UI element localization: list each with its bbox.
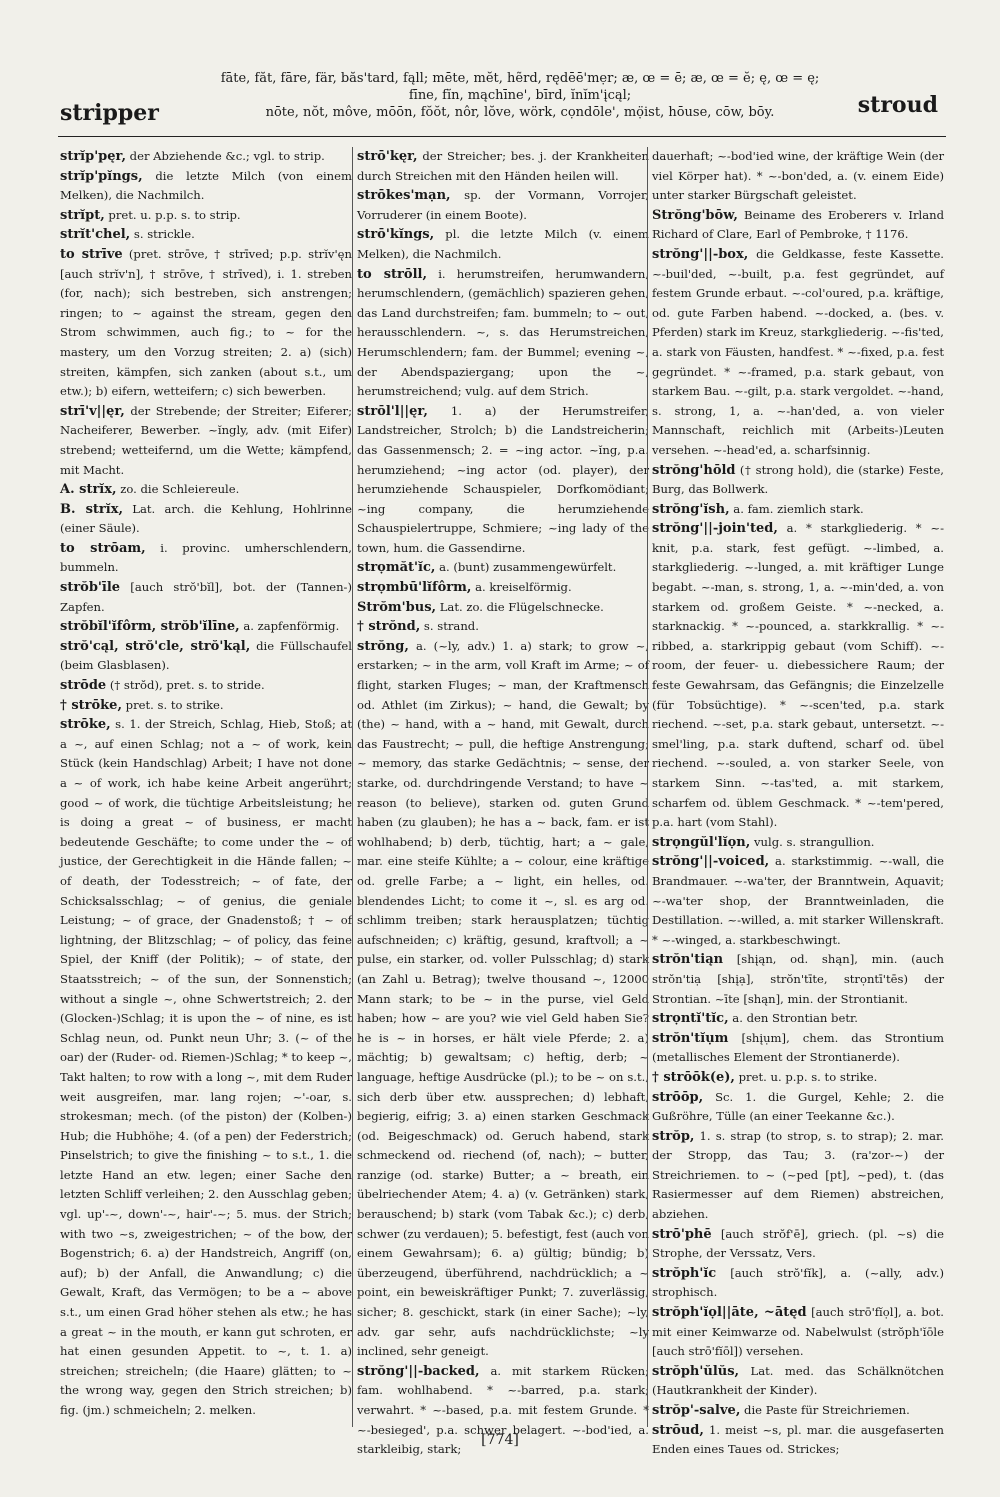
dictionary-entry (60, 676, 352, 696)
entry-definition: s. strand. (420, 619, 479, 634)
entry-headword: strō'kęr, (357, 149, 418, 164)
dictionary-entry (60, 539, 352, 578)
dictionary-entry (652, 950, 944, 1009)
entry-definition: Beiname des Eroberers v. Irland Richard of Clare, Earl of Pembroke, † 1176. (652, 207, 944, 242)
entry-headword: strĭpt, (60, 207, 105, 223)
dictionary-entry (652, 852, 944, 950)
entry-definition: Lat. zo. die Flügelschnecke. (436, 599, 604, 614)
entry-definition: sp. der Vormann, Vorrojer, Vorruderer (in einem Boote). (357, 188, 649, 222)
entry-headword: strọngŭl'lĭọn, (652, 834, 751, 850)
entry-definition: a. starkstimmig. ~-wall, die Brandmauer. ~-wa'ter, der Branntwein, Aquavit; ~-wa'ter shop, der Branntweinladen, die Destillation. ~-willed, a. mit starker Willenskraft. * ~-winged, a. starkbeschwingt. (652, 854, 944, 947)
entry-headword: to strōll, (357, 266, 427, 282)
dictionary-entry (357, 225, 649, 264)
entry-definition: 1. a) der Herumstreifer, Landstreicher, Strolch; b) die Landstreicherin; das Gassenmensch; 2. = ~ing actor. ~ĭng, p.a. herumziehend; ~ing actor (od. player), der herumziehende Schauspieler, Dorfkomödiant; ~ing company, die herumziehende Schauspielertruppe, Schmiere; ~ing lady of the town, hum. die Gassendirne. (357, 403, 649, 555)
entry-definition: die Füllschaufel (beim Glasblasen). (60, 638, 352, 673)
right-guide-word: stroud (857, 92, 938, 118)
entry-headword: strŏng'||-box, (652, 246, 749, 262)
dictionary-entry (652, 461, 944, 500)
entry-definition: [shįąn, od. shąn], min. (auch strŏn'tiạ [shįạ], strŏn'tīte, strọntī'tēs) der Strontian. ~īte [shąn], min. der Strontianit. (652, 952, 944, 1006)
entry-headword: strŏp'-salve, (652, 1403, 741, 1418)
entry-definition: vulg. s. strangullion. (750, 834, 875, 849)
entry-headword: strŏng'ĭsh, (652, 501, 730, 517)
dictionary-entry (652, 1264, 944, 1303)
pronunciation-key-line: nōte, nŏt, môve, mōōn, fŏŏt, nôr, lŏve, wörk, cọndōle', mọ̈ist, hōuse, cōw, bōy. (265, 105, 775, 120)
entry-definition: [auch strŏf'ē], griech. (pl. ~s) die Strophe, der Verssatz, Vers. (652, 1226, 944, 1261)
entry-headword: strōl'l||ęr, (357, 403, 428, 419)
entry-headword: strŏn'tĭụm (652, 1030, 729, 1046)
entry-headword: strŏng'||-join'ted, (652, 521, 778, 537)
entry-headword: strŏph'ĭc (652, 1265, 717, 1281)
entry-definition: der Streicher; bes. j. der Krankheiten durch Streichen mit den Händen heilen will. (357, 149, 649, 183)
dictionary-entry (357, 186, 649, 225)
dictionary-entry (60, 167, 352, 206)
entry-headword: strŏn'tiąn (652, 952, 724, 968)
entry-definition: a. den Strontian betr. (728, 1011, 858, 1026)
dictionary-entry (652, 1225, 944, 1264)
dictionary-entry (652, 1401, 944, 1421)
dictionary-entry (652, 1303, 944, 1362)
entry-definition: 1. s. strap (to strop, s. to strap); 2. mar. der Stropp, das Tau; 3. (ra'zor-~) der Streichriemen. to ~ (~ped [pt], ~ped), t. (das Rasiermesser auf dem Riemen) abstreichen, abziehen. (652, 1128, 944, 1222)
entry-headword: strŏng, (357, 638, 409, 654)
page-header (50, 70, 950, 130)
dictionary-entry (357, 617, 649, 637)
entry-headword: strŏb'īle (60, 580, 121, 596)
entry-headword: strōke, (60, 717, 111, 733)
entry-headword: strī'v||ęr, (60, 403, 125, 419)
entry-definition: [auch strŏ'fĭk], a. (~ally, adv.) strophisch. (652, 1265, 944, 1300)
entry-headword: strōde (60, 678, 107, 694)
entry-headword: strŏ'cąl, strŏ'cle, strŏ'kąl, (60, 638, 251, 654)
entry-definition: i. herumstreifen, herumwandern, herumschlendern, (gemächlich) spazieren gehen, das Land durchstreifen; fam. bummeln; to ~ out, herausschlendern. ~, s. das Herumstreichen, Herumschlendern; fam. der Bummel; evening ~, der Abendspaziergang; upon the ~, herumstreichend; vulg. auf dem Strich. (357, 266, 649, 399)
left-guide-word: stripper (60, 100, 159, 126)
dictionary-entry (60, 225, 352, 245)
entry-headword: † strŏnd, (357, 619, 421, 635)
dictionary-entry (652, 206, 944, 245)
entry-headword: strŏng'||-backed, (357, 1363, 480, 1379)
entry-definition: die Paste für Streichriemen. (740, 1403, 910, 1417)
entry-headword: strŏp, (652, 1128, 695, 1144)
entry-definition: der Strebende; der Streiter; Eiferer; Nacheiferer, Bewerber. ~ĭngly, adv. (mit Eifer) strebend; wetteifernd, um die Wette; kämpfend, mit Macht. (60, 403, 352, 477)
entry-definition: († strong hold), die (starke) Feste, Burg, das Bollwerk. (652, 462, 944, 497)
entry-definition: die Geldkasse, feste Kassette. ~-buil'ded, ~-built, p.a. fest gegründet, auf festem Grunde erbaut. ~-col'oured, p.a. kräftige, od. gute Farben habend. ~-docked, a. (bes. v. Pferden) stark im Kreuz, starkgliederig. ~-fis'ted, a. stark von Fäusten, handfest. * ~-fixed, p.a. fest gegründet. * ~-framed, p.a. stark gebaut, von starkem Bau. ~-gilt, p.a. stark vergoldet. ~-hand, s. strong, 1, a. ~-han'ded, a. von vieler Mannschaft, reichlich mit (Arbeits-)Leuten versehen. ~-head'ed, a. scharfsinnig. (652, 246, 944, 457)
entry-headword: strĭt'chel, (60, 227, 131, 243)
dictionary-entry (652, 500, 944, 520)
column-3 (652, 147, 944, 1457)
entry-definition: a. mit starkem Rücken; fam. wohlhabend. * ~-barred, p.a. stark; verwahrt. * ~-based, p.a. mit festem Grunde. * ~-besieged', p.a. schwer belagert. ~-bod'ied, a. starkleibig, stark; (357, 1363, 649, 1457)
dictionary-entry (357, 578, 649, 598)
dictionary-entry (60, 206, 352, 226)
entry-headword: † strōke, (60, 697, 122, 713)
entry-headword: strŏph'ĭọl||āte, ~ātęd (652, 1305, 807, 1321)
dictionary-entry (60, 715, 352, 1420)
entry-headword: to strīve (60, 246, 123, 262)
entry-headword: strŏbĭl'ĭfôrm, strŏb'ĭlīne, (60, 619, 240, 635)
entry-headword: strōōp, (652, 1089, 704, 1105)
entry-headword: strō'kĭngs, (357, 227, 435, 243)
dictionary-entry (60, 637, 352, 676)
dictionary-entry (60, 402, 352, 480)
pronunciation-key-line: fāte, făt, fāre, fär, băs'tard, fąll; mēte, mĕt, hẽrd, rędēē'mẹr; æ, œ = ē; æ, œ = ĕ; ę, œ = ę; (220, 71, 820, 86)
dictionary-entry (652, 147, 944, 206)
page-number: [774] (481, 1432, 519, 1448)
entry-definition: pret. u. p.p. s. to strike. (734, 1069, 878, 1084)
column-divider (647, 147, 648, 1427)
entry-definition: a. fam. ziemlich stark. (729, 501, 864, 516)
dictionary-entry (652, 1362, 944, 1401)
entry-definition: († strŏd), pret. s. to stride. (106, 678, 265, 693)
entry-definition: pret. u. p.p. s. to strip. (104, 207, 241, 222)
entry-headword: strŏph'ŭlŭs, (652, 1363, 740, 1379)
column-1 (60, 147, 352, 1429)
entry-headword: strōkes'mạn, (357, 188, 451, 204)
dictionary-entry (60, 245, 352, 402)
entry-definition: a. (bunt) zusammengewürfelt. (435, 560, 617, 575)
entry-definition: Lat. arch. die Kehlung, Hohlrinne (einer Säule). (60, 501, 352, 536)
dictionary-entry (60, 500, 352, 539)
entry-headword: Strŏm'bus, (357, 599, 437, 615)
header-rule (58, 136, 946, 137)
entry-definition: Sc. 1. die Gurgel, Kehle; 2. die Gußröhre, Tülle (an einer Teekanne &c.). (652, 1089, 944, 1124)
entry-definition: s. strickle. (130, 227, 195, 242)
dictionary-entry (652, 1068, 944, 1088)
dictionary-entry (652, 519, 944, 833)
entry-definition: Lat. med. das Schälknötchen (Hautkrankheit der Kinder). (652, 1363, 944, 1398)
entry-definition: a. (~ly, adv.) 1. a) stark; to grow ~, erstarken; ~ in the arm, voll Kraft im Arme; ~ of flight, starken Fluges; ~ man, der Kraftmensch od. Athlet (im Zirkus); ~ hand, die Gewalt; by (the) ~ hand, with a ~ hand, mit Gewalt, durch das Faustrecht; ~ pull, die heftige Anstrengung; ~ memory, das starke Gedächtnis; ~ sense, der starke, od. durchdringende Verstand; to have ~ reason (to believe), starken od. guten Grund haben (zu glauben); he has a ~ back, fam. er ist wohlhabend; b) derb, tüchtig, hart; a ~ gale, mar. eine steife Kühlte; a ~ colour, eine kräftige od. grelle Farbe; a ~ light, ein helles, od. blendendes Licht; to come it ~, sl. es arg od. schlimm treiben; stark herausplatzen; tüchtig aufschneiden; c) kräftig, gesund, kraftvoll; a ~ pulse, ein starker, od. voller Pulsschlag; d) stark (an Zahl u. Betrag); twelve thousand ~, 12000 Mann stark; to be ~ in the purse, viel Geld haben; how ~ are you? wie viel Geld haben Sie? he is ~ in horses, er hält viele Pferde; 2. a) mächtig; b) gewaltsam; c) heftig, derb; ~ language, heftige Ausdrücke (pl.); to be ~ on s.t., sich derb über etw. aussprechen; d) lebhaft, begierig, eifrig; 3. a) einen starken Geschmack (od. Beigeschmack) od. Geruch habend, stark schmeckend od. riechend (of, nach); ~ butter, ranzige (od. starke) Butter; a ~ breath, ein übelriechender Atem; 4. a) (v. Getränken) stark, berauschend; b) stark (vom Tabak &c.); c) derb, schwer (zu verdauen); 5. befestigt, fest (auch von einem Gewahrsam); 6. a) gültig; bündig; b) überzeugend, überführend, nachdrücklich; a ~ point, ein beweiskräftiger Punkt; 7. zuverlässig, sicher; 8. geschickt, stark (in einer Sache); ~ly, adv. gar sehr, aufs nachdrücklichste; ~ly inclined, sehr geneigt. (357, 638, 649, 1359)
dictionary-entry (652, 1127, 944, 1225)
dictionary-entry (652, 1029, 944, 1068)
entry-headword: B. strĭx, (60, 501, 123, 517)
dictionary-entry (652, 833, 944, 853)
entry-headword: strōud, (652, 1422, 704, 1438)
dictionary-entry (357, 637, 649, 1362)
dictionary-entry (357, 558, 649, 578)
entry-headword: to strōam, (60, 540, 146, 556)
entry-headword: † strōōk(e), (652, 1069, 735, 1085)
entry-definition: die letzte Milch (von einem Melken), die Nachmilch. (60, 168, 352, 203)
entry-definition: 1. meist ~s, pl. mar. die ausgefaserten Enden eines Taues od. Strickes; (652, 1422, 944, 1457)
dictionary-entry (652, 1088, 944, 1127)
entry-definition: a. kreiselförmig. (471, 580, 572, 595)
dictionary-entry (652, 1009, 944, 1029)
dictionary-entry (60, 578, 352, 617)
dictionary-entry (60, 696, 352, 716)
entry-definition: zo. die Schleiereule. (116, 482, 240, 497)
entry-definition: a. zapfenförmig. (239, 619, 340, 634)
entry-definition: a. * starkgliederig. * ~-knit, p.a. stark, fest gefügt. ~-limbed, a. starkgliederig. ~-lunged, a. mit kräftiger Lunge begabt. ~-man, s. strong, 1, a. ~-min'ded, a. von starkem od. großem Geiste. * ~-necked, a. starknackig. * ~-pounced, a. starkkrallig. * ~-ribbed, a. starkrippig gebaut (vom Schiff). ~-room, der feuer- u. diebessichere Raum; der feste Gewahrsam, das Gefängnis; die Einzelzelle (für Tobsüchtige). * ~-scen'ted, p.a. stark riechend. ~-set, p.a. stark gebaut, untersetzt. ~-smel'ling, p.a. stark duftend, scharf od. übel riechend. ~-souled, a. von starker Seele, von starkem Sinn. ~-tas'ted, a. mit starkem, scharfem od. üblem Geschmack. * ~-tem'pered, p.a. hart (vom Stahl). (652, 521, 944, 830)
entry-headword: strŏng'hōld (652, 462, 736, 478)
dictionary-entry (60, 147, 352, 167)
entry-headword: strọntĭ'tĭc, (652, 1011, 729, 1027)
pronunciation-key-line: fīne, fĭn, mąchīne', bīrd, ĭnĭm'įcąl; (408, 88, 632, 103)
entry-headword: strĭp'pęr, (60, 149, 126, 164)
dictionary-entry (60, 617, 352, 637)
entry-headword: strọmbū'lĭfôrm, (357, 580, 472, 596)
pronunciation-key (210, 70, 830, 121)
entry-definition: [auch strō'fĭọl], a. bot. mit einer Keimwarze od. Nabelwulst (strŏph'ĭōle [auch strō'fĭōl]) versehen. (652, 1305, 944, 1359)
entry-definition: [shįụm], chem. das Strontium (metallisches Element der Strontianerde). (652, 1030, 944, 1065)
entry-definition: der Abziehende &c.; vgl. to strip. (125, 149, 325, 163)
entry-headword: strĭp'pĭngs, (60, 168, 143, 184)
column-divider (352, 147, 353, 1427)
dictionary-entry (357, 265, 649, 402)
dictionary-entry (357, 598, 649, 618)
dictionary-entry (357, 402, 649, 559)
entry-headword: strō'phē (652, 1226, 712, 1242)
entry-headword: A. strĭx, (60, 482, 117, 498)
entry-definition: pret. s. to strike. (121, 697, 224, 712)
entry-headword: strŏng'||-voiced, (652, 854, 770, 870)
entry-definition: pl. die letzte Milch (v. einem Melken), die Nachmilch. (357, 227, 649, 261)
dictionary-entry (60, 480, 352, 500)
entry-definition: [auch strŏ'bĭl], bot. der (Tannen-) Zapfen. (60, 580, 352, 614)
entry-definition: dauerhaft; ~-bod'ied wine, der kräftige Wein (der viel Körper hat). * ~-bon'ded, a. (v. einem Eide) unter starker Bürgschaft geleistet. (652, 149, 944, 203)
entry-headword: strọmăt'ĭc, (357, 560, 436, 576)
dictionary-entry (357, 147, 649, 186)
entry-definition: i. provinc. umherschlendern, bummeln. (60, 540, 352, 575)
entry-definition: (pret. strōve, † strīved; p.p. strĭv'ęn [auch strĭv'n], † strōve, † strīved), i. 1. streben (for, nach); sich bestreben, sich anstrengen; ringen; to ~ against the stream, gegen den Strom schwimmen, auch fig.; to ~ for the mastery, um den Vorzug streiten; 2. a) (sich) streiten, kämpfen, sich zanken (about s.t., um etw.); b) eifern, wetteifern; c) sich bewerben. (60, 246, 352, 399)
entry-headword: Strŏng'bōw, (652, 207, 738, 223)
entry-definition: s. 1. der Streich, Schlag, Hieb, Stoß; at a ~, auf einen Schlag; not a ~ of work, kein Stück (kein Handschlag) Arbeit; I have not done a ~ of work, ich habe keine Arbeit angerührt; good ~ of work, die tüchtige Arbeitsleistung; he is doing a great ~ of business, er macht bedeutende Geschäfte; to come under the ~ of justice, der Gerechtigkeit in die Hände fallen; ~ of death, der Todesstreich; ~ of fate, der Schicksalsschlag; ~ of genius, die geniale Leistung; ~ of grace, der Gnadenstoß; † ~ of lightning, der Blitzschlag; ~ of policy, das feine Spiel, der Kniff (der Politik); ~ of state, der Staatsstreich; ~ of the sun, der Sonnenstich; without a single ~, ohne Schwertstreich; 2. der (Glocken-)Schlag; it is upon the ~ of nine, es ist Schlag neun, od. Punkt neun Uhr; 3. (~ of the oar) der (Ruder- od. Riemen-)Schlag; * to keep ~, Takt halten; to row with a long ~, mit dem Ruder weit ausgreifen, mar. lang rojen; ~'-oar, s. strokesman; mech. (of the piston) der (Kolben-) Hub; die Hubhöhe; 4. (of a pen) der Federstrich; Pinselstrich; to give the finishing ~ to s.t., 1. die letzte Hand an etw. legen; einer Sache den letzten Schliff verleihen; 2. den Ausschlag geben; vgl. up'-~, down'-~, hair'-~; 5. mus. der Strich; with two ~s, zweigestrichen; ~ of the bow, der Bogenstrich; 6. a) der Handstreich, Angriff (on, auf); b) der Anfall, die Anwandlung; c) die Gewalt, Kraft, das Vermögen; to be a ~ above s.t., um einen Grad höher stehen als etw.; he has a great ~ in the mouth, er kann gut schroten, er hat einen gesunden Appetit. to ~, t. 1. a) streichen; streicheln; (die Haare) glätten; to ~ the wrong way, gegen den Strich streichen; b) fig. (jm.) schmeicheln; 2. melken. (60, 717, 352, 1417)
dictionary-entry (652, 245, 944, 461)
